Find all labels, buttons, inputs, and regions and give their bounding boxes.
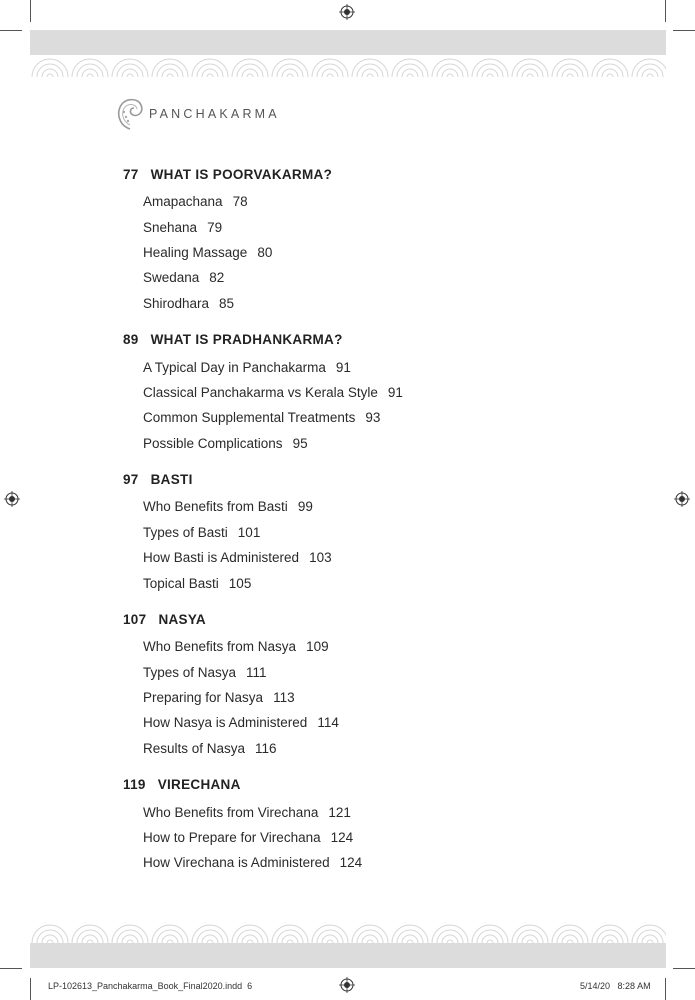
- entry-title: Preparing for Nasya: [143, 690, 264, 705]
- entry-title: Results of Nasya: [143, 741, 246, 756]
- entry-title: Topical Basti: [143, 576, 219, 591]
- entry-title: How to Prepare for Virechana: [143, 830, 321, 845]
- toc-section-heading: [123, 167, 332, 182]
- entry-page-number: 111: [246, 665, 267, 680]
- section-title: BASTI: [150, 472, 193, 487]
- entry-page-number: 105: [228, 576, 252, 591]
- entry-title: Classical Panchakarma vs Kerala Style: [143, 385, 378, 400]
- entry-title: Possible Complications: [143, 436, 283, 451]
- entry-page-number: 78: [232, 194, 248, 209]
- entry-title: A Typical Day in Panchakarma: [143, 360, 326, 375]
- section-title: WHAT IS POORVAKARMA?: [150, 167, 333, 182]
- footer-ornament: [30, 921, 666, 943]
- slug-file: LP-102613_Panchakarma_Book_Final2020.indd: [48, 981, 243, 991]
- entry-page-number: 79: [207, 220, 223, 235]
- entry-title: Healing Massage: [143, 245, 248, 260]
- slug-timestamp: [580, 981, 651, 991]
- entry-page-number: 114: [317, 715, 339, 730]
- entry-title: Types of Nasya: [143, 665, 237, 680]
- toc-entry: [143, 805, 351, 820]
- slug-date: 5/14/20: [580, 981, 611, 991]
- entry-page-number: 121: [328, 805, 351, 820]
- entry-page-number: 99: [297, 499, 313, 514]
- crop-mark: [673, 968, 695, 969]
- entry-title: Who Benefits from Nasya: [143, 639, 297, 654]
- toc-entry: [143, 360, 351, 375]
- toc-entry: [143, 576, 251, 591]
- entry-title: Snehana: [143, 220, 198, 235]
- toc-entry: [143, 296, 234, 311]
- entry-page-number: 93: [365, 410, 381, 425]
- entry-page-number: 103: [309, 550, 332, 565]
- slug-page: 6: [247, 981, 253, 991]
- toc-entry: [143, 855, 362, 870]
- entry-page-number: 113: [273, 690, 295, 705]
- toc-entry: [143, 639, 329, 654]
- entry-title: How Nasya is Administered: [143, 715, 308, 730]
- section-page-number: 97: [123, 472, 139, 487]
- running-header-title: PANCHAKARMA: [149, 107, 280, 121]
- toc-entry: [143, 550, 332, 565]
- entry-page-number: 124: [330, 830, 354, 845]
- entry-page-number: 91: [335, 360, 351, 375]
- section-page-number: 89: [123, 332, 139, 347]
- toc-entry: [143, 436, 308, 451]
- entry-title: How Basti is Administered: [143, 550, 300, 565]
- entry-title: Who Benefits from Basti: [143, 499, 288, 514]
- section-title: WHAT IS PRADHANKARMA?: [150, 332, 343, 347]
- toc-entry: [143, 385, 403, 400]
- entry-title: How Virechana is Administered: [143, 855, 330, 870]
- crop-mark: [665, 978, 666, 1000]
- toc-entry: [143, 245, 272, 260]
- entry-title: Swedana: [143, 270, 200, 285]
- toc-entry: [143, 220, 222, 235]
- toc-entry: [143, 690, 295, 705]
- slug-time: 8:28 AM: [617, 981, 651, 991]
- entry-title: Types of Basti: [143, 525, 228, 540]
- section-title: NASYA: [158, 612, 206, 627]
- section-title: VIRECHANA: [157, 777, 241, 792]
- section-page-number: 77: [123, 167, 139, 182]
- toc-entry: [143, 715, 339, 730]
- toc-section-heading: [123, 472, 193, 487]
- crop-mark: [0, 968, 22, 969]
- entry-page-number: 109: [306, 639, 329, 654]
- registration-mark-icon: [339, 977, 355, 993]
- section-page-number: 107: [123, 612, 147, 627]
- toc-entry: [143, 830, 353, 845]
- entry-page-number: 116: [255, 741, 277, 756]
- slug-filename: [48, 981, 252, 991]
- toc-entry: [143, 525, 260, 540]
- entry-page-number: 82: [209, 270, 225, 285]
- entry-title: Who Benefits from Virechana: [143, 805, 319, 820]
- section-page-number: 119: [123, 777, 146, 792]
- entry-page-number: 85: [219, 296, 235, 311]
- toc-section-heading: [123, 777, 241, 792]
- toc-entry: [143, 665, 267, 680]
- entry-page-number: 124: [339, 855, 363, 870]
- entry-page-number: 80: [257, 245, 273, 260]
- toc-section-heading: [123, 612, 206, 627]
- entry-page-number: 91: [387, 385, 403, 400]
- entry-title: Shirodhara: [143, 296, 210, 311]
- toc-entry: [143, 270, 224, 285]
- toc-section-heading: [123, 332, 343, 347]
- crop-mark: [30, 978, 31, 1000]
- entry-title: Common Supplemental Treatments: [143, 410, 356, 425]
- entry-page-number: 95: [292, 436, 308, 451]
- entry-title: Amapachana: [143, 194, 223, 209]
- toc-entry: [143, 499, 313, 514]
- footer-band: [30, 943, 666, 968]
- toc-entry: [143, 741, 277, 756]
- toc-entry: [143, 194, 248, 209]
- toc-entry: [143, 410, 380, 425]
- entry-page-number: 101: [237, 525, 261, 540]
